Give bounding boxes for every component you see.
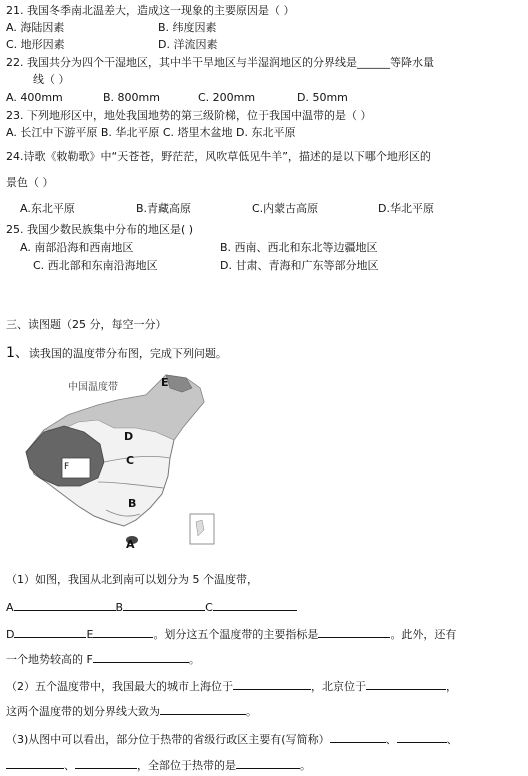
q24-option-d: D.华北平原: [378, 202, 434, 215]
p3-full-text: ，全部位于热带的是: [137, 759, 236, 772]
p2-line-1: [6, 678, 457, 694]
blank-indicator[interactable]: [318, 626, 390, 638]
p2-beijing-text: ，北京位于: [311, 680, 366, 693]
p1-label-c: C: [205, 601, 213, 614]
p1-label-d: D: [6, 628, 15, 641]
q21-stem: 21. 我国冬季南北温差大，造成这一现象的主要原因是（ ）: [6, 4, 295, 17]
blank-fully-tropical[interactable]: [236, 757, 300, 769]
q24-stem: 24.诗歌《敕勒歌》中“天苍苍，野茫茫，风吹草低见牛羊”，描述的是以下哪个地形区的: [6, 150, 431, 163]
blank-beijing[interactable]: [366, 678, 446, 690]
q24-option-b: B.青藏高原: [136, 202, 192, 215]
p1-intro: （1）如图，我国从北到南可以划分为 5 个温度带，: [6, 573, 258, 586]
q24-stem-cont: 景色（ ）: [6, 176, 54, 189]
label-c: C: [126, 454, 135, 467]
p2-boundary-text: 这两个温度带的划分界线大致为: [6, 705, 160, 718]
p2-comma: ，: [446, 680, 457, 693]
p1-label-b: B: [115, 601, 124, 614]
label-f: F: [64, 462, 70, 472]
blank-shanghai[interactable]: [233, 678, 311, 690]
p3-sep-3: 、: [64, 759, 75, 772]
label-e: E: [161, 376, 169, 389]
blank-e[interactable]: [93, 626, 153, 638]
reading-intro: [6, 346, 227, 361]
blank-b[interactable]: [123, 599, 205, 611]
p1-label-a: A: [6, 601, 14, 614]
p1-label-e: E: [86, 628, 94, 641]
q21-option-c: C. 地形因素: [6, 38, 65, 51]
p3-line-2: [6, 757, 311, 773]
blank-d[interactable]: [14, 626, 86, 638]
blank-province-1[interactable]: [330, 731, 386, 743]
reading-text: 读我国的温度带分布图，完成下列问题。: [28, 347, 227, 360]
q25-option-d: D. 甘肃、青海和广东等部分地区: [220, 259, 379, 272]
p3-line-1: [6, 731, 458, 747]
p2-shanghai-text: （2）五个温度带中，我国最大的城市上海位于: [6, 680, 233, 693]
q24-option-c: C.内蒙古高原: [252, 202, 319, 215]
blank-f[interactable]: [93, 651, 189, 663]
p2-line-2: [6, 703, 257, 719]
q22-stem-cont: 线（ ）: [33, 73, 70, 86]
q21-option-a: A. 海陆因素: [6, 21, 65, 34]
q24-option-a: A.东北平原: [20, 202, 75, 215]
p1-end: 。: [188, 653, 200, 666]
q25-option-c: C. 西北部和东南沿海地区: [33, 259, 158, 272]
q22-stem: 22. 我国共分为四个干湿地区，其中半干旱地区与半湿润地区的分界线是______等降水量: [6, 56, 434, 69]
q23-stem: 23. 下列地形区中，地处我国地势的第三级阶梯，位于我国中温带的是（ ）: [6, 109, 372, 122]
label-b: B: [128, 497, 137, 510]
p3-sep-2: 、: [446, 733, 458, 746]
q22-option-c: C. 200mm: [198, 91, 256, 104]
blank-province-2[interactable]: [397, 731, 447, 743]
label-a: A: [126, 538, 135, 548]
p1-indicator-text: 。划分这五个温度带的主要指标是: [153, 628, 319, 641]
map-title: 中国温度带: [68, 382, 118, 393]
temperature-zone-map: [6, 370, 242, 548]
q25-stem: 25. 我国少数民族集中分布的地区是( ): [6, 223, 194, 236]
reading-number: 1、: [6, 345, 29, 361]
p1-line-f: [6, 651, 200, 667]
q22-option-b: B. 800mm: [103, 91, 160, 104]
q25-option-b: B. 西南、西北和东北等边疆地区: [220, 241, 378, 254]
section-heading: 三、读图题（25 分，每空一分）: [6, 318, 167, 331]
q25-option-a: A. 南部沿海和西南地区: [20, 241, 134, 254]
blank-a[interactable]: [14, 599, 116, 611]
label-d: D: [124, 430, 134, 443]
p3-sep-1: 、: [385, 733, 397, 746]
p3-end: 。: [300, 759, 311, 772]
blank-boundary[interactable]: [160, 703, 246, 715]
p1-also-text: 。此外，还有: [390, 628, 457, 641]
blank-province-4[interactable]: [75, 757, 137, 769]
q23-options: A. 长江中下游平原 B. 华北平原 C. 塔里木盆地 D. 东北平原: [6, 126, 296, 139]
p1-line-abc: [6, 599, 297, 615]
blank-c[interactable]: [213, 599, 297, 611]
p1-line-de: [6, 626, 456, 642]
p3-partial-text: （3)从图中可以看出，部分位于热带的省级行政区主要有(写简称）: [6, 733, 330, 746]
q22-option-a: A. 400mm: [6, 91, 63, 104]
p1-f-text: 一个地势较高的 F: [6, 653, 93, 666]
blank-province-3[interactable]: [6, 757, 64, 769]
q21-option-d: D. 洋流因素: [158, 38, 218, 51]
q21-option-b: B. 纬度因素: [158, 21, 217, 34]
p2-end: 。: [246, 705, 257, 718]
q22-option-d: D. 50mm: [297, 91, 348, 104]
